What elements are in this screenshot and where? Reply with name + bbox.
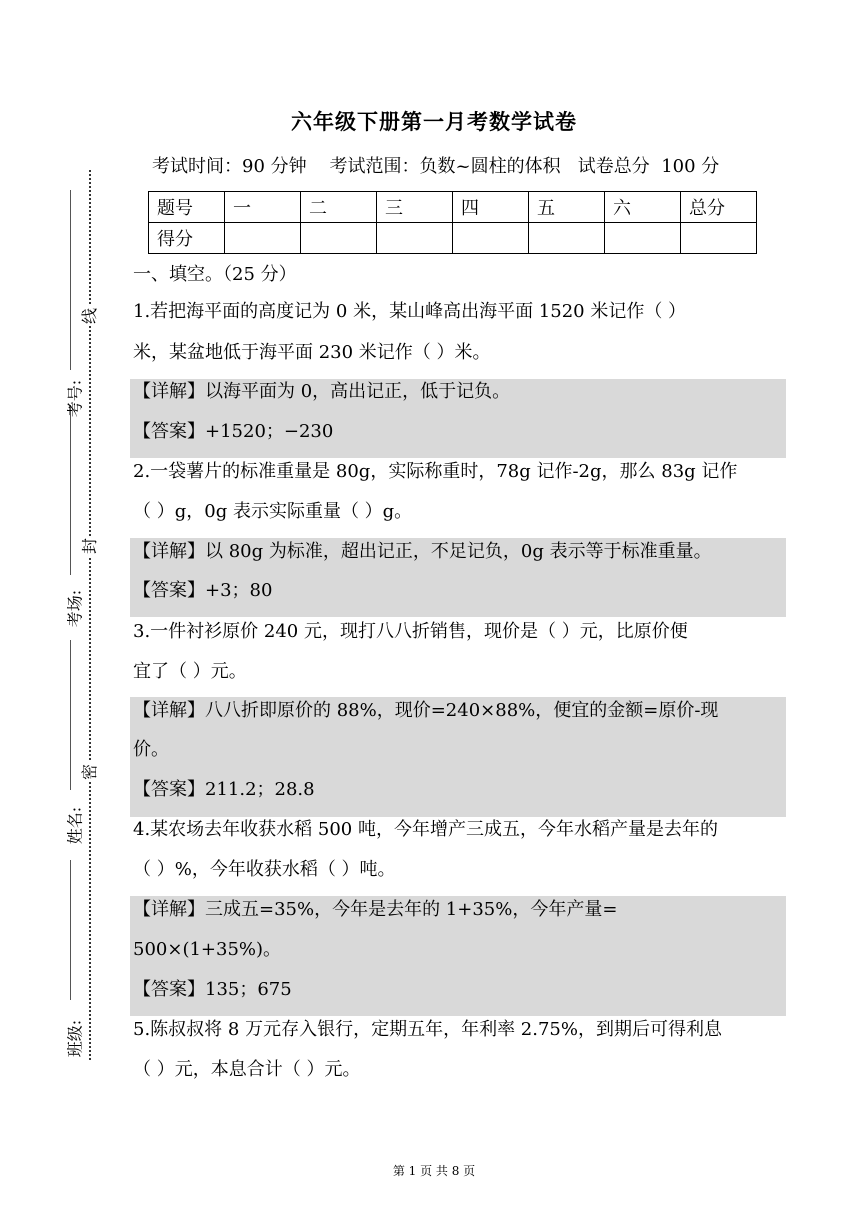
page-footer: 第 1 页 共 8 页 bbox=[392, 1164, 476, 1178]
score-cell: 二 bbox=[301, 192, 377, 223]
q4-explanation-2: 500×(1+35%)。 bbox=[133, 939, 282, 960]
q1-line-2: 米，某盆地低于海平面 230 米记作（ ）米。 bbox=[133, 342, 491, 363]
score-input-cell[interactable] bbox=[681, 223, 757, 254]
score-table bbox=[148, 191, 757, 254]
score-input-cell[interactable] bbox=[377, 223, 453, 254]
section-title-fill-blank: 一、填空。（25 分） bbox=[133, 264, 297, 285]
q1-answer: 【答案】+1520；−230 bbox=[133, 421, 334, 442]
blank-line-exam-room bbox=[70, 405, 71, 575]
score-cell: 三 bbox=[377, 192, 453, 223]
score-table-score-row bbox=[149, 223, 757, 254]
q4-line-1: 4.某农场去年收获水稻 500 吨，今年增产三成五，今年水稻产量是去年的 bbox=[133, 819, 718, 840]
score-cell: 总分 bbox=[681, 192, 757, 223]
exam-info: 考试时间：90 分钟 考试范围：负数~圆柱的体积 试卷总分 100 分 bbox=[152, 156, 720, 177]
q4-answer: 【答案】135；675 bbox=[133, 979, 292, 1000]
score-table-header-row bbox=[149, 192, 757, 223]
q2-explanation: 【详解】以 80g 为标准，超出记正，不足记负，0g 表示等于标准重量。 bbox=[133, 541, 712, 562]
score-input-cell[interactable] bbox=[225, 223, 301, 254]
score-cell: 四 bbox=[453, 192, 529, 223]
score-cell: 一 bbox=[225, 192, 301, 223]
blank-line-class bbox=[70, 860, 71, 1000]
score-input-cell[interactable] bbox=[453, 223, 529, 254]
q3-explanation-2: 价。 bbox=[133, 739, 169, 760]
score-cell: 题号 bbox=[149, 192, 225, 223]
label-name: 姓名: bbox=[65, 806, 85, 845]
binding-dotted-line bbox=[89, 170, 91, 1060]
q3-answer: 【答案】211.2；28.8 bbox=[133, 779, 315, 800]
score-cell: 得分 bbox=[149, 223, 225, 254]
q1-explanation: 【详解】以海平面为 0，高出记正，低于记负。 bbox=[133, 381, 511, 402]
score-cell: 六 bbox=[605, 192, 681, 223]
label-exam-room: 考场: bbox=[65, 589, 85, 628]
score-cell: 五 bbox=[529, 192, 605, 223]
score-input-cell[interactable] bbox=[301, 223, 377, 254]
q4-explanation-1: 【详解】三成五=35%，今年是去年的 1+35%，今年产量= bbox=[133, 899, 618, 920]
exam-title: 六年级下册第一月考数学试卷 bbox=[291, 110, 577, 134]
q2-answer: 【答案】+3；80 bbox=[133, 580, 273, 601]
seal-char-secret: 密 bbox=[80, 764, 99, 781]
label-class: 班级: bbox=[65, 1019, 85, 1058]
q4-line-2: （ ）%，今年收获水稻（ ）吨。 bbox=[133, 859, 396, 880]
seal-char-line: 线 bbox=[80, 308, 99, 325]
q3-line-2: 宜了（ ）元。 bbox=[133, 661, 247, 682]
q3-line-1: 3.一件衬衫原价 240 元，现打八八折销售，现价是（ ）元，比原价便 bbox=[133, 621, 688, 642]
q3-explanation-1: 【详解】八八折即原价的 88%，现价=240×88%，便宜的金额=原价-现 bbox=[133, 700, 719, 721]
q5-line-1: 5.陈叔叔将 8 万元存入银行，定期五年，年利率 2.75%，到期后可得利息 bbox=[133, 1019, 722, 1040]
blank-line-name bbox=[70, 640, 71, 790]
label-exam-number: 考号: bbox=[65, 379, 85, 418]
score-input-cell[interactable] bbox=[605, 223, 681, 254]
binding-margin bbox=[40, 170, 110, 1060]
q5-line-2: （ ）元，本息合计（ ）元。 bbox=[133, 1059, 361, 1080]
score-input-cell[interactable] bbox=[529, 223, 605, 254]
q2-line-1: 2.一袋薯片的标准重量是 80g，实际称重时，78g 记作-2g，那么 83g 记作 bbox=[133, 461, 738, 482]
seal-char-seal: 封 bbox=[80, 538, 99, 555]
q1-line-1: 1.若把海平面的高度记为 0 米，某山峰高出海平面 1520 米记作（ ） bbox=[133, 301, 687, 322]
q2-line-2: （ ）g，0g 表示实际重量（ ）g。 bbox=[133, 501, 413, 522]
blank-line-exam-number bbox=[70, 190, 71, 370]
